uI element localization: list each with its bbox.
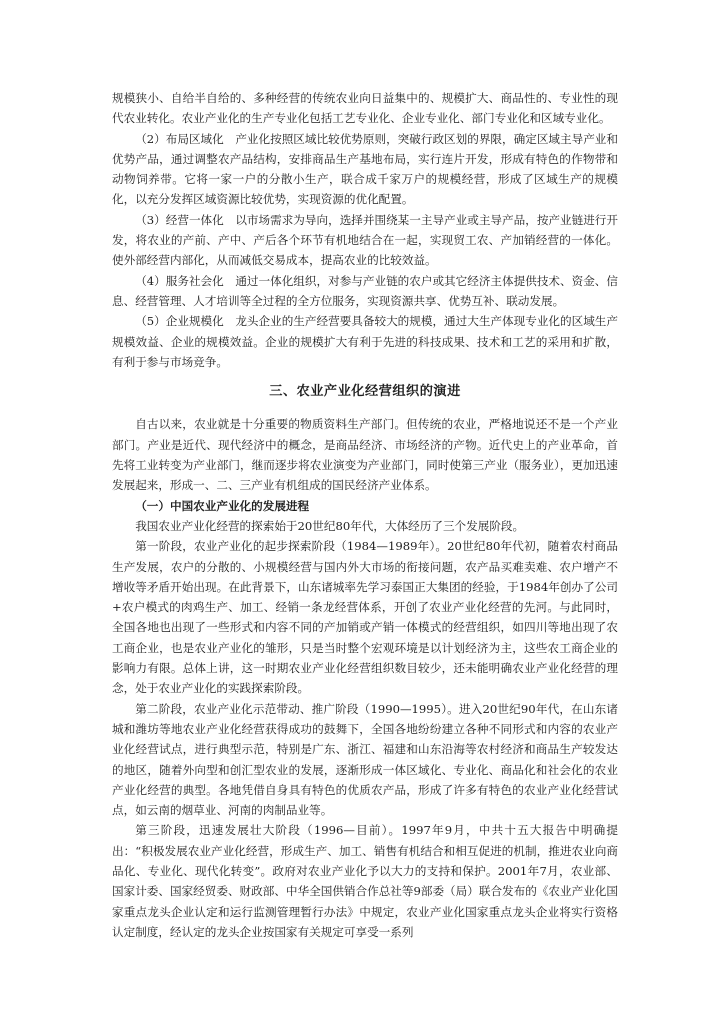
subsection-heading: （一）中国农业产业化的发展进程: [135, 498, 310, 513]
paragraph-stage-two: 第二阶段，农业产业化示范带动、推广阶段（1990—1995）。进入20世纪90年代，在山东诸城和潍坊等地农业产业化经营获得成功的鼓舞下，全国各地纷纷建立各种不同形式和内容的农业产业化经营试点，进行典型示范，特别是广东、浙江、福建和山东沿海等农村经济和商品生产较发达的地区，随着外向型和创汇型农业的发展，逐渐形成一体区域化、专业化、商品化和社会化的农业产业化经营的典型。各地凭借自身具有特色的优质农产品，形成了许多有特色的农业产业化经营试点，如云南的烟草业、河南的肉制品业等。: [112, 701, 618, 818]
paragraph-continuation: 规模狭小、自给半自给的、多种经营的传统农业向日益集中的、规模扩大、商品性的、专业性的现代农业转化。农业产业化的生产专业化包括工艺专业化、企业专业化、部门专业化和区域专业化。: [112, 91, 618, 126]
section-heading: 三、农业产业化经营组织的演进: [269, 384, 461, 400]
paragraph-enterprise-scale: （5）企业规模化 龙头企业的生产经营要具备较大的规模，通过大生产体现专业化的区域生产规模效益、企业的规模效益。企业的规模扩大有利于先进的科技成果、技术和工艺的采用和扩散，有利于参与市场竞争。: [112, 314, 618, 369]
paragraph-regional-layout: （2）布局区域化 产业化按照区域比较优势原则，突破行政区划的界限，确定区域主导产业和优势产品，通过调整农产品结构，安排商品生产基地布局，实行连片开发，形成有特色的作物带和动物饲养带。它将一家一户的分散小生产，联合成千家万户的规模经营，形成了区域生产的规模化，以充分发挥区域资源比较优势，实现资源的优化配置。: [112, 131, 618, 207]
paragraph-stage-one: 第一阶段，农业产业化的起步探索阶段（1984—1989年）。20世纪80年代初，随着农村商品生产发展，农户的分散的、小规模经营与国内外大市场的衔接问题，农产品买难卖难、农户增产不增收等矛盾开始出现。在此背景下，山东诸城率先学习泰国正大集团的经验，于1984年创办了公司+农户模式的肉鸡生产、加工、经销一条龙经营体系，开创了农业产业化经营的先河。与此同时，全国各地也出现了一些形式和内容不同的产加销或产销一体模式的经营组织，如四川等地出现了农工商企业，也是农业产业化的雏形，只是当时整个宏观环境是以计划经济为主，这些农工商企业的影响力有限。总体上讲，这一时期农业产业化经营组织数目较少，还未能明确农业产业化经营的理念，处于农业产业化的实践探索阶段。: [112, 539, 618, 696]
paragraph-overview: 我国农业产业化经营的探索始于20世纪80年代，大体经历了三个发展阶段。: [135, 518, 525, 533]
paragraph-intro: 自古以来，农业就是十分重要的物质资料生产部门。但传统的农业，严格地说还不是一个产业部门。产业是近代、现代经济中的概念，是商品经济、市场经济的产物。近代史上的产业革命，首先将工业转变为产业部门，继而逐步将农业演变为产业部门，同时使第三产业（服务业），更加迅速发展起来，形成一、二、三产业有机组成的国民经济产业体系。: [112, 417, 618, 493]
paragraph-stage-three: 第三阶段，迅速发展壮大阶段（1996—目前）。1997年9月，中共十五大报告中明确提出：“积极发展农业产业化经营，形成生产、加工、销售有机结合和相互促进的机制，推进农业向商品化、专业化、现代化转变”。政府对农业产业化予以大力的支持和保护。2001年7月，农业部、国家计委、国家经贸委、财政部、中华全国供销合作总社等9部委（局）联合发布的《农业产业化国家重点龙头企业认定和运行监测管理暂行办法》中规定，农业产业化国家重点龙头企业将实行资格认定制度，经认定的龙头企业按国家有关规定可享受一系列: [112, 823, 618, 939]
document-page: [112, 88, 618, 942]
paragraph-integrated-operation: （3）经营一体化 以市场需求为导向，选择并围绕某一主导产业或主导产品，按产业链进行开发，将农业的产前、产中、产后各个环节有机地结合在一起，实现贸工农、产加销经营的一体化。使外部经营内部化，从而减低交易成本，提高农业的比较效益。: [112, 212, 618, 268]
paragraph-socialized-service: （4）服务社会化 通过一体化组织，对参与产业链的农户或其它经济主体提供技术、资金、信息、经营管理、人才培训等全过程的全方位服务，实现资源共享、优势互补、联动发展。: [112, 273, 618, 308]
